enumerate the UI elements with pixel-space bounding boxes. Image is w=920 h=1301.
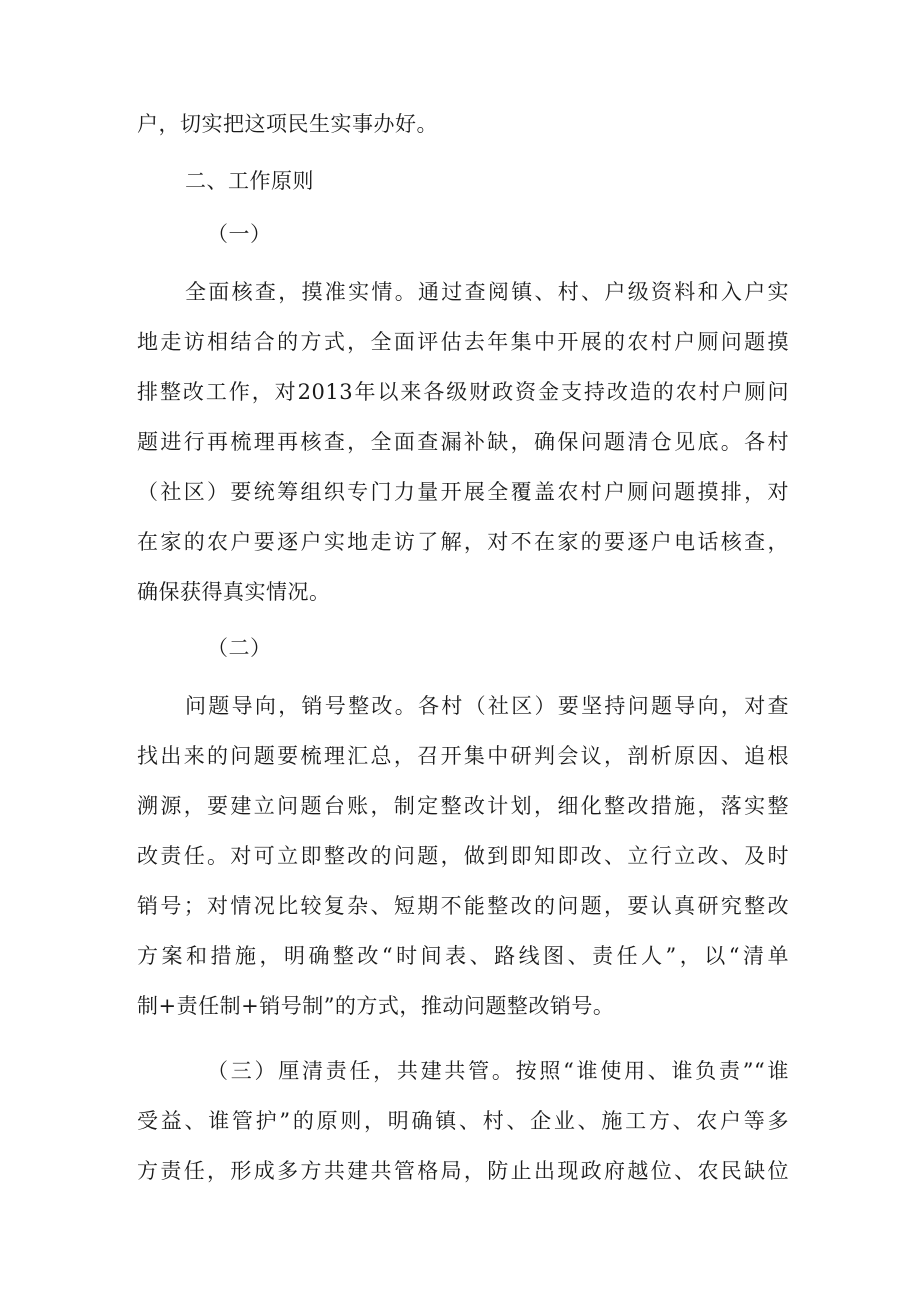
text-line: 方责任，形成多方共建共管格局，防止出现政府越位、农民缺位: [137, 1159, 789, 1183]
text-line: 方案和措施，明确整改“时间表、路线图、责任人”，以“清单: [137, 944, 789, 968]
subsection-marker: （二）: [207, 636, 272, 660]
text-line: 销号；对情况比较复杂、短期不能整改的问题，要认真研究整改: [137, 894, 789, 918]
section-heading: 二、工作原则: [185, 169, 314, 193]
text-line: 受益、谁管护”的原则，明确镇、村、企业、施工方、农户等多: [137, 1109, 789, 1133]
text-line: 全面核查，摸准实情。通过查阅镇、村、户级资料和入户实: [185, 280, 789, 304]
text-line: 确保获得真实情况。: [137, 580, 331, 604]
text-line: 制+责任制+销号制”的方式，推动问题整改销号。: [137, 994, 615, 1018]
text-line: 溯源，要建立问题台账，制定整改计划，细化整改措施，落实整: [137, 794, 789, 818]
text-line: 排整改工作，对2013年以来各级财政资金支持改造的农村户厕问: [137, 380, 789, 404]
subsection-marker: （一）: [207, 222, 272, 246]
text-line: 问题导向，销号整改。各村（社区）要坚持问题导向，对查: [185, 694, 789, 718]
text-line: （三）厘清责任，共建共管。按照“谁使用、谁负责”“谁: [207, 1059, 789, 1083]
text-line: 题进行再梳理再核查，全面查漏补缺，确保问题清仓见底。各村: [137, 430, 789, 454]
text-line: 地走访相结合的方式，全面评估去年集中开展的农村户厕问题摸: [137, 330, 789, 354]
text-line: 找出来的问题要梳理汇总，召开集中研判会议，剖析原因、追根: [137, 744, 789, 768]
text-line: 户，切实把这项民生实事办好。: [137, 112, 438, 136]
text-line: 在家的农户要逐户实地走访了解，对不在家的要逐户电话核查，: [137, 530, 789, 554]
text-line: 改责任。对可立即整改的问题，做到即知即改、立行立改、及时: [137, 844, 789, 868]
text-line: （社区）要统筹组织专门力量开展全覆盖农村户厕问题摸排，对: [137, 480, 789, 504]
